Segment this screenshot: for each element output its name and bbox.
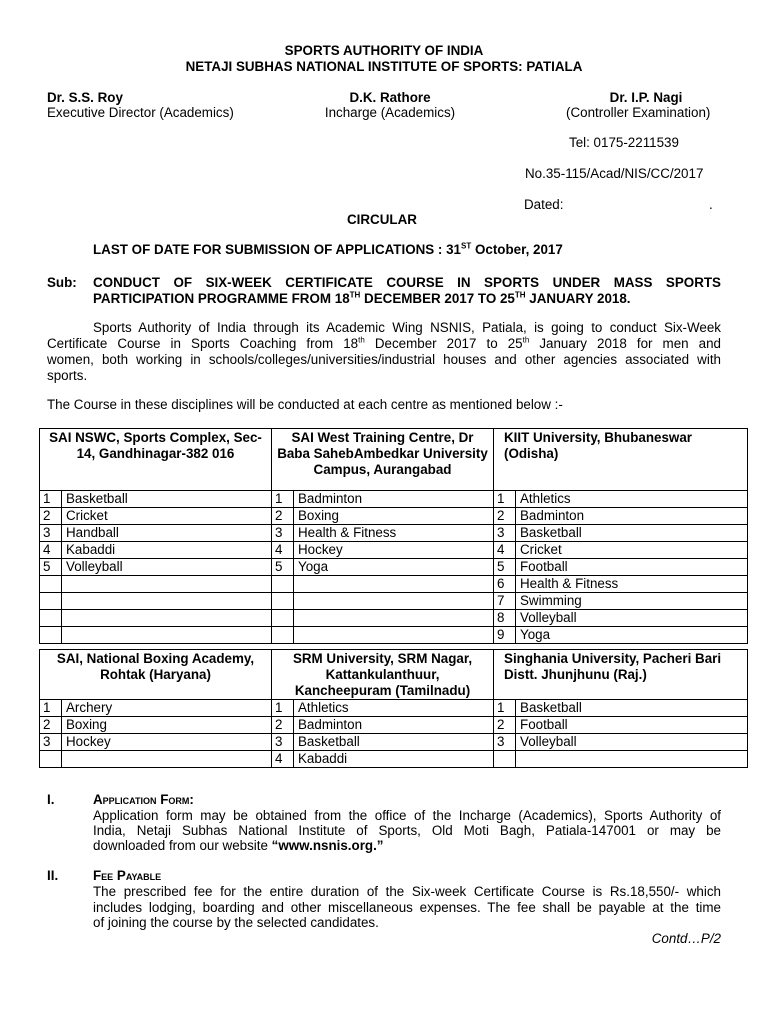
telephone: Tel: 0175-2211539 — [569, 135, 679, 150]
disciplines-intro: The Course in these disciplines will be conducted at each centre as mentioned below :- — [47, 397, 563, 412]
table-row: 4 Kabaddi — [40, 751, 748, 768]
section-1-heading: Application Form: — [93, 792, 194, 807]
circular-title: CIRCULAR — [347, 212, 417, 227]
centre-header-aurangabad: SAI West Training Centre, Dr Baba SahebAmbedkar University Campus, Aurangabad — [272, 429, 494, 491]
subject-label: Sub: — [47, 275, 77, 290]
intro-line-2: Certificate Course in Sports Coaching from 18th December 2017 to 25th January 2018 for men and — [47, 335, 721, 351]
section-2-heading: Fee Payable — [93, 868, 162, 883]
official-role-1: Executive Director (Academics) — [47, 105, 234, 120]
table-row: 4 Kabaddi 4 Hockey 4 Cricket — [40, 542, 748, 559]
reference-number: No.35-115/Acad/NIS/CC/2017 — [525, 166, 704, 181]
table-row: 6 Health & Fitness — [40, 576, 748, 593]
centre-header-gandhinagar: SAI NSWC, Sports Complex, Sec-14, Gandhinagar-382 016 — [40, 429, 272, 491]
centres-table-1 — [39, 428, 748, 644]
section-2-line-1: The prescribed fee for the entire duration of the Six-week Certificate Course is Rs.18,550/- which — [93, 884, 721, 899]
table-row: 9 Yoga — [40, 627, 748, 644]
website-link[interactable]: “www.nsnis.org.” — [271, 838, 384, 853]
table-row: 1 Basketball 1 Badminton 1 Athletics — [40, 491, 748, 508]
section-1-line-1: Application form may be obtained from the office of the Incharge (Academics), Sports Authority of — [93, 808, 721, 823]
centre-header-kancheepuram: SRM University, SRM Nagar, Kattankulanthuur, Kancheepuram (Tamilnadu) — [272, 650, 494, 700]
section-2-line-2: includes lodging, boarding and other miscellaneous expenses. The fee shall be payable at the time — [93, 900, 721, 915]
dated-value: . — [709, 197, 713, 212]
table-row: 7 Swimming — [40, 593, 748, 610]
org-name: SPORTS AUTHORITY OF INDIA — [284, 43, 484, 58]
section-2-numeral: II. — [47, 868, 59, 883]
centre-header-bhubaneswar: KIIT University, Bhubaneswar (Odisha) — [494, 429, 748, 491]
continued-note: Contd…P/2 — [651, 931, 721, 946]
table-row: 5 Volleyball 5 Yoga 5 Football — [40, 559, 748, 576]
centre-header-rohtak: SAI, National Boxing Academy, Rohtak (Haryana) — [40, 650, 272, 700]
section-2-line-3: of joining the course by the selected candidates. — [93, 915, 379, 930]
table-row: 1 Archery 1 Athletics 1 Basketball — [40, 700, 748, 717]
institute-name: NETAJI SUBHAS NATIONAL INSTITUTE OF SPORTS: PATIALA — [185, 59, 583, 74]
dated-label: Dated: — [524, 197, 564, 212]
centres-table-2 — [39, 649, 748, 768]
table-row: 3 Hockey 3 Basketball 3 Volleyball — [40, 734, 748, 751]
official-name-3: Dr. I.P. Nagi — [609, 90, 683, 105]
section-1-line-2: India, Netaji Subhas National Institute of Sports, Old Moti Bagh, Patiala-147001 or may be — [93, 823, 721, 838]
official-name-1: Dr. S.S. Roy — [47, 90, 123, 105]
table-row: 2 Boxing 2 Badminton 2 Football — [40, 717, 748, 734]
subject-line-2: PARTICIPATION PROGRAMME FROM 18TH DECEMBER 2017 TO 25TH JANUARY 2018. — [93, 290, 631, 306]
intro-line-4: sports. — [47, 368, 88, 383]
section-1-numeral: I. — [47, 792, 55, 807]
centre-header-jhunjhunu: Singhania University, Pacheri Bari Distt. Jhunjhunu (Raj.) — [494, 650, 748, 700]
intro-line-1: Sports Authority of India through its Academic Wing NSNIS, Patiala, is going to conduct Six-Week — [93, 320, 721, 335]
table-row: 3 Handball 3 Health & Fitness 3 Basketball — [40, 525, 748, 542]
official-role-2: Incharge (Academics) — [324, 105, 456, 120]
official-name-2: D.K. Rathore — [349, 90, 431, 105]
table-row: 2 Cricket 2 Boxing 2 Badminton — [40, 508, 748, 525]
table-row: 8 Volleyball — [40, 610, 748, 627]
last-date-line: LAST OF DATE FOR SUBMISSION OF APPLICATIONS : 31ST October, 2017 — [93, 241, 563, 257]
intro-line-3: women, both working in schools/colleges/universities/industrial houses and other agencies associated with — [47, 352, 721, 367]
subject-line-1: CONDUCT OF SIX-WEEK CERTIFICATE COURSE IN SPORTS UNDER MASS SPORTS — [93, 275, 721, 290]
official-role-3: (Controller Examination) — [566, 105, 711, 120]
section-1-line-3: downloaded from our website “www.nsnis.org.” — [93, 838, 384, 853]
